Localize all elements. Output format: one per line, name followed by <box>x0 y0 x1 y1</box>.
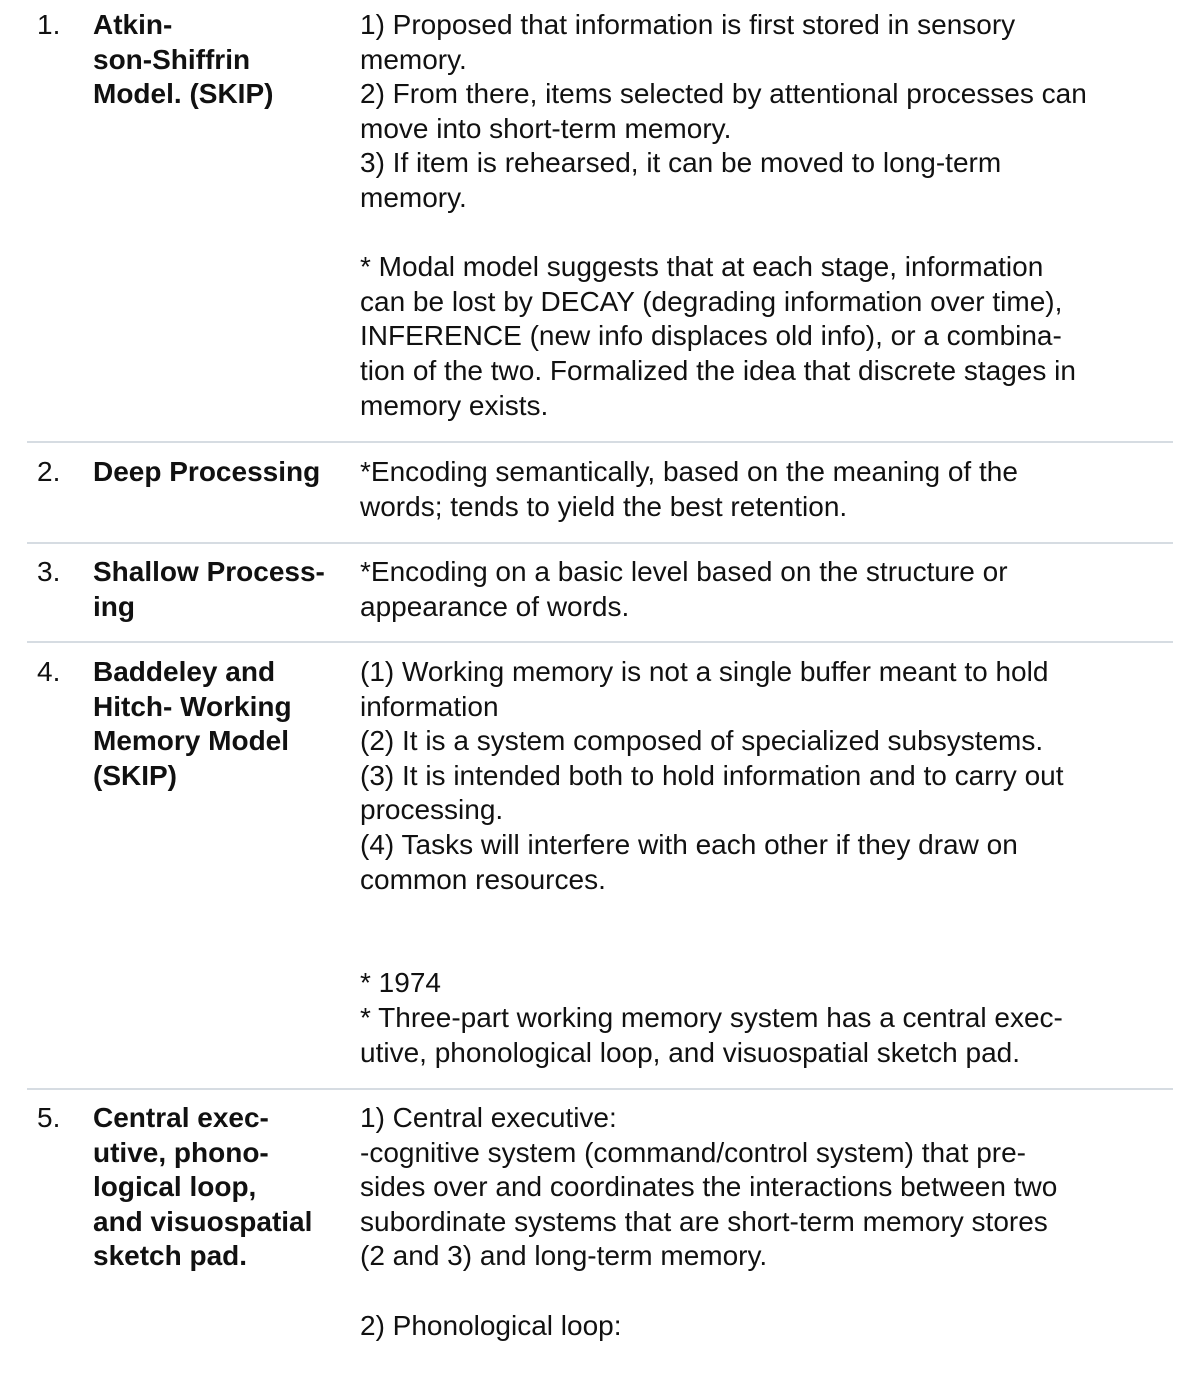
entry-definition: 1) Central executive: -cognitive system (command/control system) that pre- sides over and coordinates the interactions between two subordinate systems that are short-term memory stores (2 and 3) and long-term memory. 2) Phonological loop: <box>360 1102 1058 1341</box>
entry-term: Shallow Process- ing <box>93 556 325 622</box>
row-divider <box>27 1088 1173 1090</box>
row-divider <box>27 542 1173 544</box>
entry-number: 2. <box>37 456 61 487</box>
entry-definition: (1) Working memory is not a single buffer meant to hold information (2) It is a system composed of specialized subsystems. (3) It is intended both to hold information and to carry out processing. (4) Tasks will interfere with each other if they draw on common resources. * 1974 * Three-part working memory system has a central exec- utive, phonological loop, and visuospatial sketch pad. <box>360 656 1064 1068</box>
entry-number: 4. <box>37 656 61 687</box>
row-divider <box>27 441 1173 443</box>
entry-definition: *Encoding semantically, based on the meaning of the words; tends to yield the best retention. <box>360 456 1018 522</box>
entry-term: Deep Processing <box>93 456 321 487</box>
entry-number: 5. <box>37 1102 61 1133</box>
entry-term: Baddeley and Hitch- Working Memory Model (SKIP) <box>93 656 292 791</box>
row-divider <box>27 641 1173 643</box>
entry-term: Central exec- utive, phono- logical loop, and visuospatial sketch pad. <box>93 1102 313 1272</box>
entry-number: 3. <box>37 556 61 587</box>
entry-definition: *Encoding on a basic level based on the structure or appearance of words. <box>360 556 1008 622</box>
entry-term: Atkin- son-Shiffrin Model. (SKIP) <box>93 9 274 110</box>
entry-definition: 1) Proposed that information is first stored in sensory memory. 2) From there, items selected by attentional processes can move into short-term memory. 3) If item is rehearsed, it can be moved to long-term memory. * Modal model suggests that at each stage, information can be lost by DECAY (degrading information over time), INFERENCE (new info displaces old info), or a combina- tion of the two. Formalized the idea that discrete stages in memory exists. <box>360 9 1087 421</box>
entry-number: 1. <box>37 9 61 40</box>
